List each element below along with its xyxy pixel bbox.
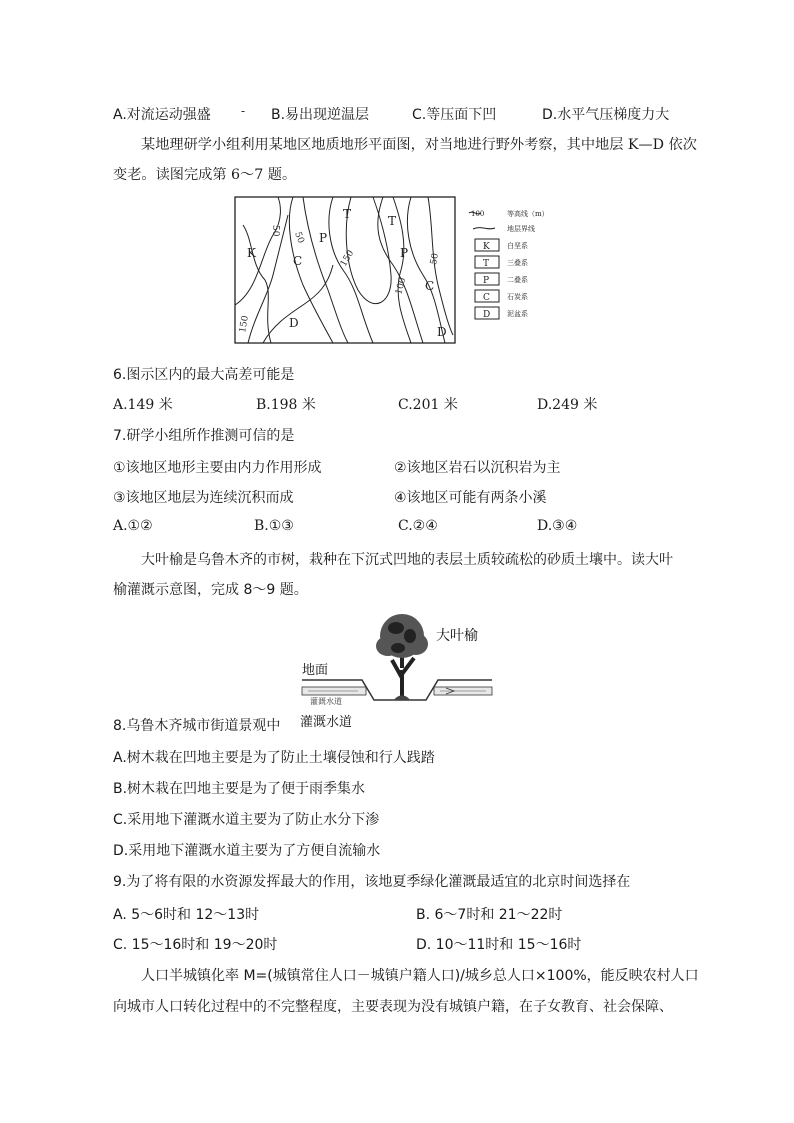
map-label-k: K xyxy=(247,246,256,260)
q5-option-b: B.易出现逆温层 xyxy=(271,107,370,123)
q7-stem: 7.研学小组所作推测可信的是 xyxy=(113,428,295,444)
q9-stem: 9.为了将有限的水资源发挥最大的作用，该地夏季绿化灌溉最适宜的北京时间选择在 xyxy=(113,874,631,890)
q5-option-a: A.对流运动强盛 xyxy=(113,107,211,123)
q7-statement-3: ③该地区地层为连续沉积而成 xyxy=(113,490,294,506)
q9-option-b: B. 6～7时和 21～22时 xyxy=(416,907,563,923)
map-label-d1: D xyxy=(289,316,299,330)
map-label-c2: C xyxy=(425,279,435,293)
q7-option-d: D.③④ xyxy=(537,518,578,534)
legend-text-d: 泥盆系 xyxy=(507,310,528,318)
label-channel: 灌溉水道 xyxy=(300,715,353,730)
label-channel-inner: 灌溉水道 xyxy=(310,697,342,706)
q6-option-d: D.249 米 xyxy=(537,397,598,413)
q8-option-b: B.树木栽在凹地主要是为了便于雨季集水 xyxy=(113,781,366,797)
q8-option-c: C.采用地下灌溉水道主要为了防止水分下渗 xyxy=(113,812,380,828)
legend-text-c: 石炭系 xyxy=(507,293,528,301)
para2-line1: 大叶榆是乌鲁木齐的市树，栽种在下沉式凹地的表层土质较疏松的砂质土壤中。读大叶 xyxy=(141,552,673,568)
map-label-c1: C xyxy=(293,254,303,268)
q5-dot: - xyxy=(241,104,246,118)
q8-option-d: D.采用地下灌溉水道主要为了方便自流输水 xyxy=(113,843,381,859)
q6-option-b: B.198 米 xyxy=(256,397,316,413)
q6-option-c: C.201 米 xyxy=(398,397,458,413)
q9-option-a: A. 5～6时和 12～13时 xyxy=(113,907,260,923)
q8-option-a: A.树木栽在凹地主要是为了防止土壤侵蚀和行人践踏 xyxy=(113,750,435,766)
q6-option-a: A.149 米 xyxy=(113,397,173,413)
q7-statement-2: ②该地区岩石以沉积岩为主 xyxy=(394,460,561,476)
map-label-t1: T xyxy=(343,207,352,221)
q7-option-b: B.①③ xyxy=(254,518,294,534)
q7-option-a: A.①② xyxy=(113,518,153,534)
legend-symbol-contour: 100 xyxy=(471,210,485,218)
label-ground: 地面 xyxy=(302,663,329,678)
q8-stem: 8.乌鲁木齐城市街道景观中 xyxy=(113,718,281,734)
legend-text-p: 二叠系 xyxy=(507,276,528,284)
legend-text-boundary: 地层界线 xyxy=(507,225,535,233)
q5-option-d: D.水平气压梯度力大 xyxy=(542,107,670,123)
contour-label-a: 50 xyxy=(270,225,280,237)
geology-map xyxy=(233,195,549,347)
label-tree: 大叶榆 xyxy=(436,628,478,644)
legend-text-t: 三叠系 xyxy=(507,259,528,267)
legend-text-contour: 等高线（m） xyxy=(507,210,549,218)
legend-symbol-t: T xyxy=(483,259,490,269)
contour-label-e: 50 xyxy=(429,252,441,266)
q5-option-c: C.等压面下凹 xyxy=(412,107,497,123)
q7-option-c: C.②④ xyxy=(398,518,438,534)
contour-label-c: 150 xyxy=(338,248,357,269)
para3-line2: 向城市人口转化过程中的不完整程度，主要表现为没有城镇户籍，在子女教育、社会保障、 xyxy=(113,999,673,1015)
contour-label-f: 150 xyxy=(238,314,251,334)
legend-symbol-d: D xyxy=(483,310,491,320)
contour-label-d: 100 xyxy=(394,276,409,296)
para1-line2: 变老。读图完成第 6～7 题。 xyxy=(113,167,297,183)
legend-text-k: 白垩系 xyxy=(507,242,528,250)
map-label-d2: D xyxy=(437,325,447,339)
para1-line1: 某地理研学小组利用某地区地质地形平面图，对当地进行野外考察，其中地层 K—D 依次 xyxy=(141,137,697,153)
q9-option-c: C. 15～16时和 19～20时 xyxy=(113,937,278,953)
q6-stem: 6.图示区内的最大高差可能是 xyxy=(113,367,295,383)
legend-symbol-p: P xyxy=(483,276,490,286)
map-label-t2: T xyxy=(388,214,397,228)
para2-line2: 榆灌溉示意图，完成 8～9 题。 xyxy=(113,582,308,598)
legend-symbol-k: K xyxy=(483,242,490,252)
map-label-p1: P xyxy=(319,231,328,245)
irrigation-diagram xyxy=(298,608,498,734)
legend-symbol-c: C xyxy=(483,293,490,303)
map-label-p2: P xyxy=(400,246,409,260)
q9-option-d: D. 10～11时和 15～16时 xyxy=(416,937,582,953)
para3-line1: 人口半城镇化率 M=(城镇常住人口－城镇户籍人口)/城乡总人口×100%，能反映农村人口 xyxy=(141,968,699,984)
q7-statement-1: ①该地区地形主要由内力作用形成 xyxy=(113,460,322,476)
contour-label-b: 50 xyxy=(292,230,306,245)
q7-statement-4: ④该地区可能有两条小溪 xyxy=(394,490,547,506)
